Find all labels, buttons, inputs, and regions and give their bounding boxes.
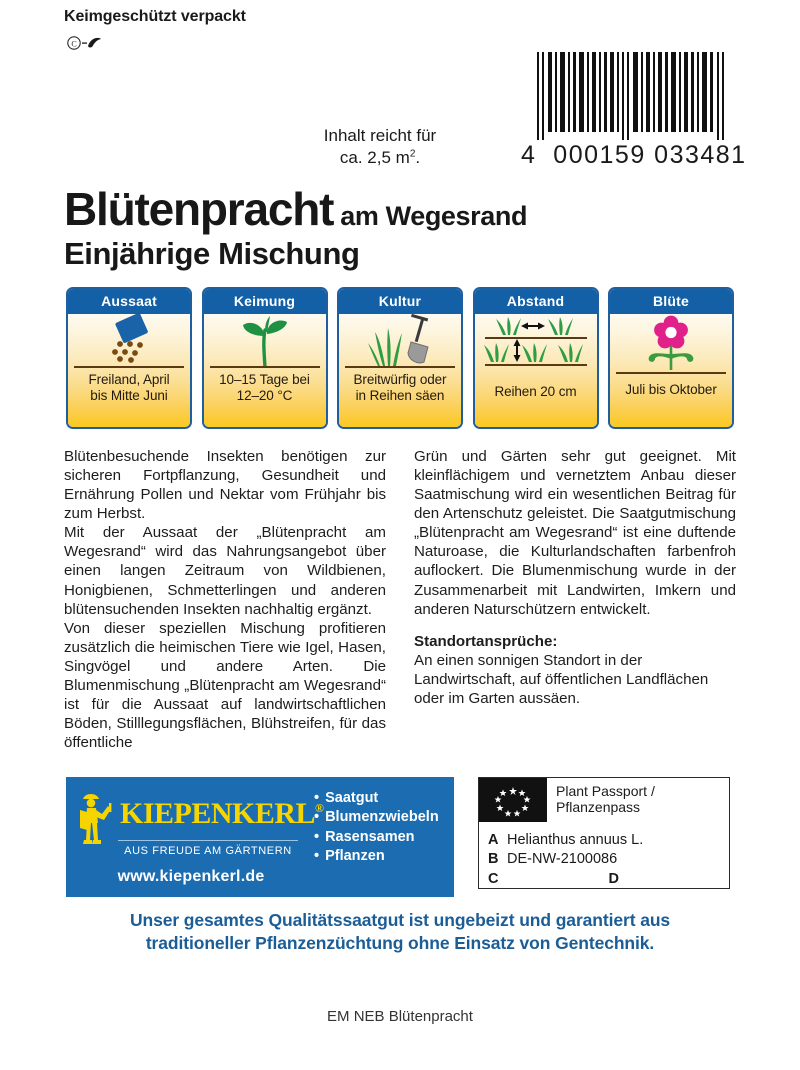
brand-wordmark (120, 799, 324, 829)
info-caption-line-1: Juli bis Oktober (625, 382, 717, 397)
kiepenkerl-peddler-figure-icon (78, 790, 120, 846)
brand-product-item: • Saatgut (314, 789, 439, 808)
paragraph: Von dieser speziellen Mischung profitieren zusätzlich die heimischen Tiere wie Igel, Hasen, Singvögel und andere Arten. Die Blumenmischung „Blütenpracht am Wegesrand“ ist für die Aussaat auf landwirtschaftlichen Böden, Stilllegungsflächen, Blühstreifen, für das öffentliche (64, 619, 386, 752)
cultivation-info-boxes (66, 287, 734, 429)
plant-passport-row-b (488, 850, 729, 869)
info-box-kultur (337, 287, 463, 429)
info-caption-line-1: Breitwürfig oder (353, 372, 447, 387)
field-key-a: A (488, 832, 499, 848)
contents-area-exponent: 2 (409, 148, 416, 160)
row-spacing-arrows-icon (475, 314, 597, 376)
info-box-header: Keimung (204, 289, 326, 314)
barcode-digits: 4 000159 033481 (521, 141, 747, 169)
title-suffix: am Wegesrand (340, 201, 528, 231)
brand-tagline: AUS FREUDE AM GÄRTNERN (118, 840, 298, 857)
info-box-header: Abstand (475, 289, 597, 314)
info-box-body (204, 314, 326, 427)
info-caption-line-2: 12–20 °C (236, 388, 293, 404)
info-box-keimung (202, 287, 328, 429)
contents-area-period: . (415, 148, 421, 168)
info-box-caption (610, 374, 732, 398)
copyright-leaf-icon (66, 33, 126, 53)
contents-line-1: Inhalt reicht für (323, 126, 437, 145)
field-value-b: DE-NW-2100086 (507, 850, 618, 867)
kiepenkerl-brand-panel[interactable] (66, 777, 454, 897)
description-column-left (64, 447, 386, 752)
info-box-bluete (608, 287, 734, 429)
site-requirements-text: An einen sonnigen Standort in der Landwirtschaft, auf öffentlichen Landflächen oder im Garten aussäen. (414, 651, 709, 707)
title-line-1 (64, 183, 724, 235)
pink-flower-icon (610, 314, 732, 374)
plant-passport-row-a (488, 831, 729, 850)
plant-passport-box (478, 777, 730, 889)
info-box-body (610, 314, 732, 427)
info-box-body (475, 314, 597, 427)
soil-line (210, 366, 320, 368)
info-caption-line-2: in Reihen säen (355, 388, 445, 404)
eu-flag-icon (479, 778, 547, 822)
description-columns (64, 447, 736, 752)
info-caption-line-1: 10–15 Tage bei (219, 372, 310, 387)
plant-passport-row-cd (488, 870, 729, 889)
quality-claim-line-1: Unser gesamtes Qualitätssaatgut ist ungebeizt und garantiert aus (129, 910, 671, 930)
barcode (519, 50, 747, 170)
product-title-block (64, 183, 724, 272)
site-requirements-heading: Standortansprüche: (414, 632, 558, 650)
info-box-abstand (473, 287, 599, 429)
info-box-caption (68, 368, 190, 405)
paragraph: Blütenbesuchende Insekten benötigen zur sicheren Fortpflanzung, Gesundheit und Ernährung Pollen und Nektar vom Frühjahr bis zum Herbst. (64, 448, 386, 523)
page-title: Blütenpracht (64, 183, 334, 235)
paragraph: Mit der Aussaat der „Blütenpracht am Wegesrand“ wird das Nahrungsangebot über einen langen Zeitraum von Wildbienen, Honigbienen, Schmetterlingen und anderen blütensuchenden Insekten nachhaltig ergänzt. (64, 524, 386, 618)
info-box-caption (204, 368, 326, 405)
info-box-body (339, 314, 461, 427)
brand-top-row (66, 777, 454, 868)
brand-product-item: • Blumenzwiebeln (314, 808, 439, 827)
info-box-body (68, 314, 190, 427)
brand-product-item: • Rasensamen (314, 828, 439, 847)
svg-text:C: C (71, 39, 77, 49)
plant-passport-title-line-2: Pflanzenpass (556, 799, 641, 816)
quality-claim-line-2: traditioneller Pflanzenzüchtung ohne Einsatz von Gentechnik. (145, 933, 655, 954)
contents-note (250, 125, 510, 170)
info-box-caption (475, 376, 597, 400)
field-key-c: C (488, 870, 499, 887)
soil-line (616, 372, 726, 374)
brand-product-item: • Pflanzen (314, 847, 439, 866)
info-box-header: Aussaat (68, 289, 190, 314)
soil-line (74, 366, 184, 368)
plant-passport-fields (479, 822, 729, 889)
info-caption-line-1: Freiland, April (88, 372, 170, 387)
brand-name: KIEPENKERL (120, 797, 316, 830)
field-key-b: B (488, 850, 499, 867)
article-code: EM NEB Blütenpracht (327, 1008, 473, 1025)
brand-lockup (66, 786, 324, 846)
seed-packet-pouring-icon (68, 314, 190, 368)
description-column-right (414, 447, 736, 752)
contents-line-2 (250, 147, 510, 169)
field-value-a: Helianthus annuus L. (507, 832, 644, 848)
brand-website-link[interactable]: www.kiepenkerl.de (117, 868, 265, 885)
soil-line (345, 366, 455, 368)
packaging-note: Keimgeschützt verpackt (64, 8, 246, 25)
info-box-caption (339, 368, 461, 405)
quality-claim (60, 909, 740, 956)
barcode-bars (529, 50, 739, 142)
grass-and-spade-icon (339, 314, 461, 368)
info-box-header: Blüte (610, 289, 732, 314)
info-caption-line-1: Reihen 20 cm (494, 384, 577, 399)
title-subtitle: Einjährige Mischung (64, 236, 360, 271)
registered-mark: ® (315, 801, 324, 815)
brand-product-list (314, 786, 439, 866)
field-key-d: D (608, 870, 619, 887)
paragraph: Grün und Gärten sehr gut geeignet. Mit kleinflächigem und vernetztem Anbau dieser Saatmischung wird ein wesentlichen Beitrag für den Artenschutz geleistet. Die Saatgutmischung „Blütenpracht am Wegesrand“ ist eine duftende Naturoase, die Kulturlandschaften farbenfroh auflockert. Die Blumenmischung wurde in der Zusammenarbeit mit Landwirten, Imkern und anderen Naturschützern entwickelt. (414, 448, 736, 618)
plant-passport-header (479, 778, 729, 822)
plant-passport-title (547, 778, 655, 822)
info-box-aussaat (66, 287, 192, 429)
info-caption-line-2: bis Mitte Juni (90, 388, 168, 404)
seedling-sprout-icon (204, 314, 326, 368)
info-box-header: Kultur (339, 289, 461, 314)
contents-area-value: ca. 2,5 m (339, 148, 410, 168)
plant-passport-title-line-1: Plant Passport / (556, 783, 655, 799)
